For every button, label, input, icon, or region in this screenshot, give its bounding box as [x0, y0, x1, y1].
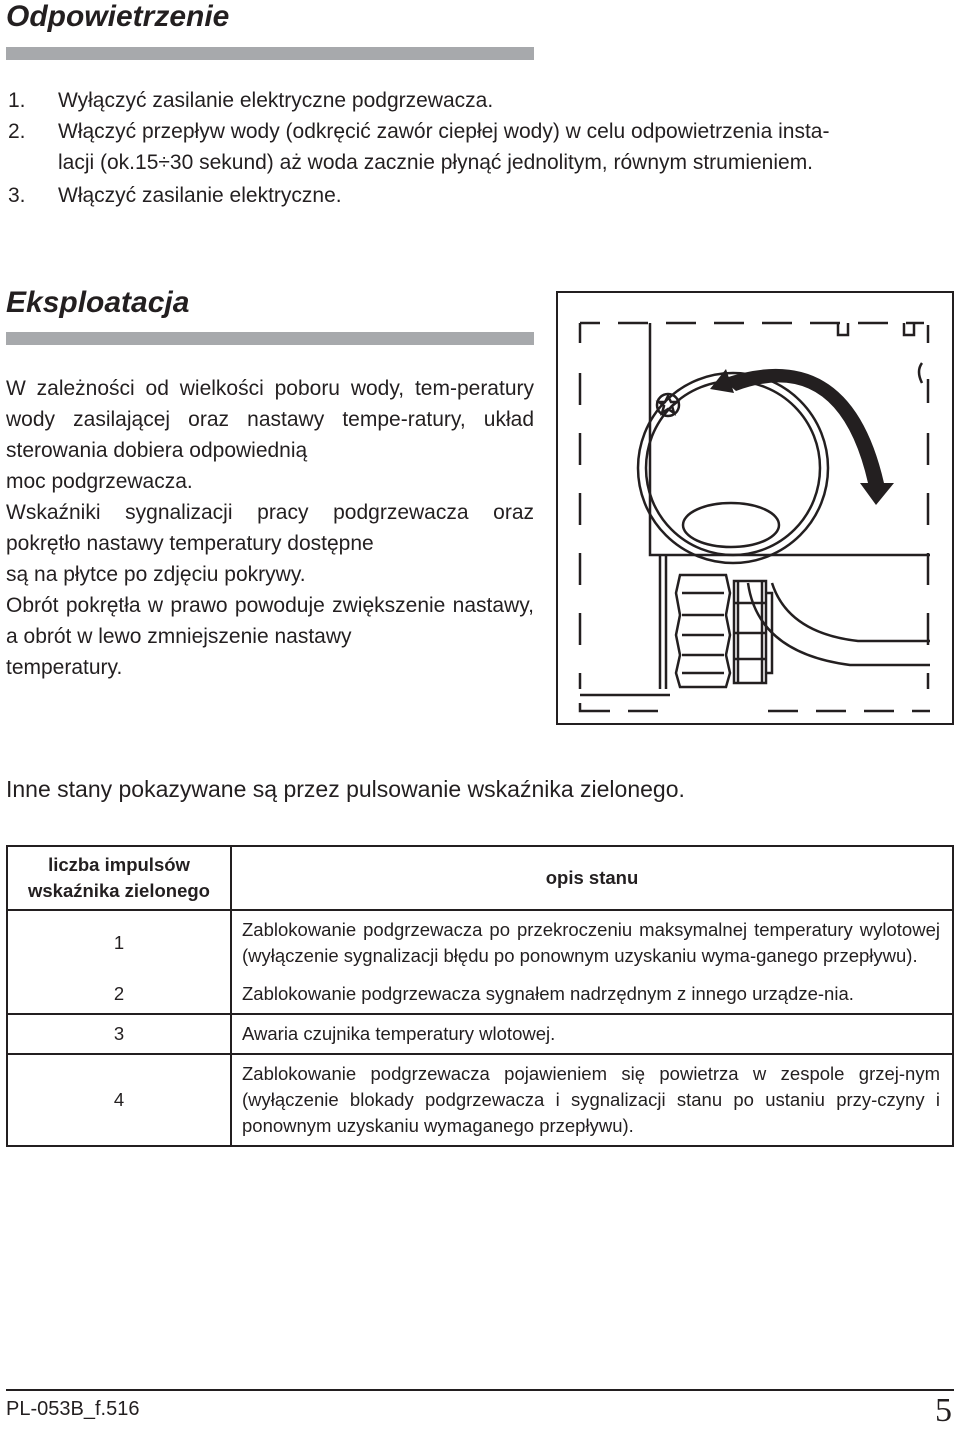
- table-row: [7, 910, 953, 975]
- paragraph-control: [6, 373, 534, 683]
- paragraph-text-last: są na płytce po zdjęciu pokrywy.: [6, 563, 306, 586]
- state-description: Awaria czujnika temperatury wlotowej.: [231, 1014, 953, 1054]
- table-row: [7, 1014, 953, 1054]
- step-number: 3.: [8, 184, 26, 207]
- paragraph-text-last: moc podgrzewacza.: [6, 470, 193, 493]
- step-text-line1: Włączyć przepływ wody (odkręcić zawór ciepłej wody) w celu odpowietrzenia insta-: [58, 120, 830, 143]
- footer-rule: [6, 1389, 954, 1391]
- paragraph-text: W zależności od wielkości poboru wody, tem-peratury wody zasilającej oraz nastawy tempe-ratury, układ sterowania dobiera odpowiednią: [6, 377, 534, 462]
- section-rule: [6, 47, 534, 60]
- states-note: Inne stany pokazywane są przez pulsowanie wskaźnika zielonego.: [6, 776, 685, 802]
- impulse-count: 3: [7, 1014, 231, 1054]
- page-number: 5: [935, 1392, 952, 1429]
- state-description: Zablokowanie podgrzewacza sygnałem nadrzędnym z innego urządze-nia.: [231, 975, 953, 1014]
- header-impulse-count: liczba impulsów wskaźnika zielonego: [7, 846, 231, 910]
- document-code: PL-053B_f.516: [6, 1398, 140, 1420]
- states-table: [6, 845, 954, 1147]
- paragraph-text: Wskaźniki sygnalizacji pracy podgrzewacza oraz pokrętło nastawy temperatury dostępne: [6, 501, 534, 555]
- header-state-description: opis stanu: [231, 846, 953, 910]
- knob-diagram: [556, 291, 954, 725]
- table-header-row: [7, 846, 953, 910]
- knob-diagram-drawing: [558, 293, 952, 723]
- section-rule: [6, 332, 534, 345]
- state-description: Zablokowanie podgrzewacza po przekroczeniu maksymalnej temperatury wylotowej (wyłączenie sygnalizacji błędu po ponownym uzyskaniu wyma-ganego przepływu).: [231, 910, 953, 975]
- impulse-count: 4: [7, 1054, 231, 1146]
- table-row: [7, 1054, 953, 1146]
- table-row: [7, 975, 953, 1014]
- step-text: Wyłączyć zasilanie elektryczne podgrzewacza.: [58, 89, 494, 112]
- step-number: 1.: [8, 89, 26, 112]
- section-title-odpowietrzenie: Odpowietrzenie: [6, 0, 230, 33]
- section-title-eksploatacja: Eksploatacja: [6, 286, 190, 319]
- impulse-count: 1: [7, 910, 231, 975]
- step-number: 2.: [8, 120, 26, 143]
- step-text-line2: lacji (ok.15÷30 sekund) aż woda zacznie płynąć jednolitym, równym strumieniem.: [58, 151, 814, 174]
- paragraph-text-last: temperatury.: [6, 656, 123, 679]
- impulse-count: 2: [7, 975, 231, 1014]
- state-description: Zablokowanie podgrzewacza pojawieniem się powietrza w zespole grzej-nym (wyłączenie blokady podgrzewacza i sygnalizacji stanu po ustaniu przy-czyny i ponownym uzyskaniu wymaganego przepływu).: [231, 1054, 953, 1146]
- paragraph-text: Obrót pokrętła w prawo powoduje zwiększenie nastawy, a obrót w lewo zmniejszenie nastawy: [6, 594, 534, 648]
- step-text: Włączyć zasilanie elektryczne.: [58, 184, 342, 207]
